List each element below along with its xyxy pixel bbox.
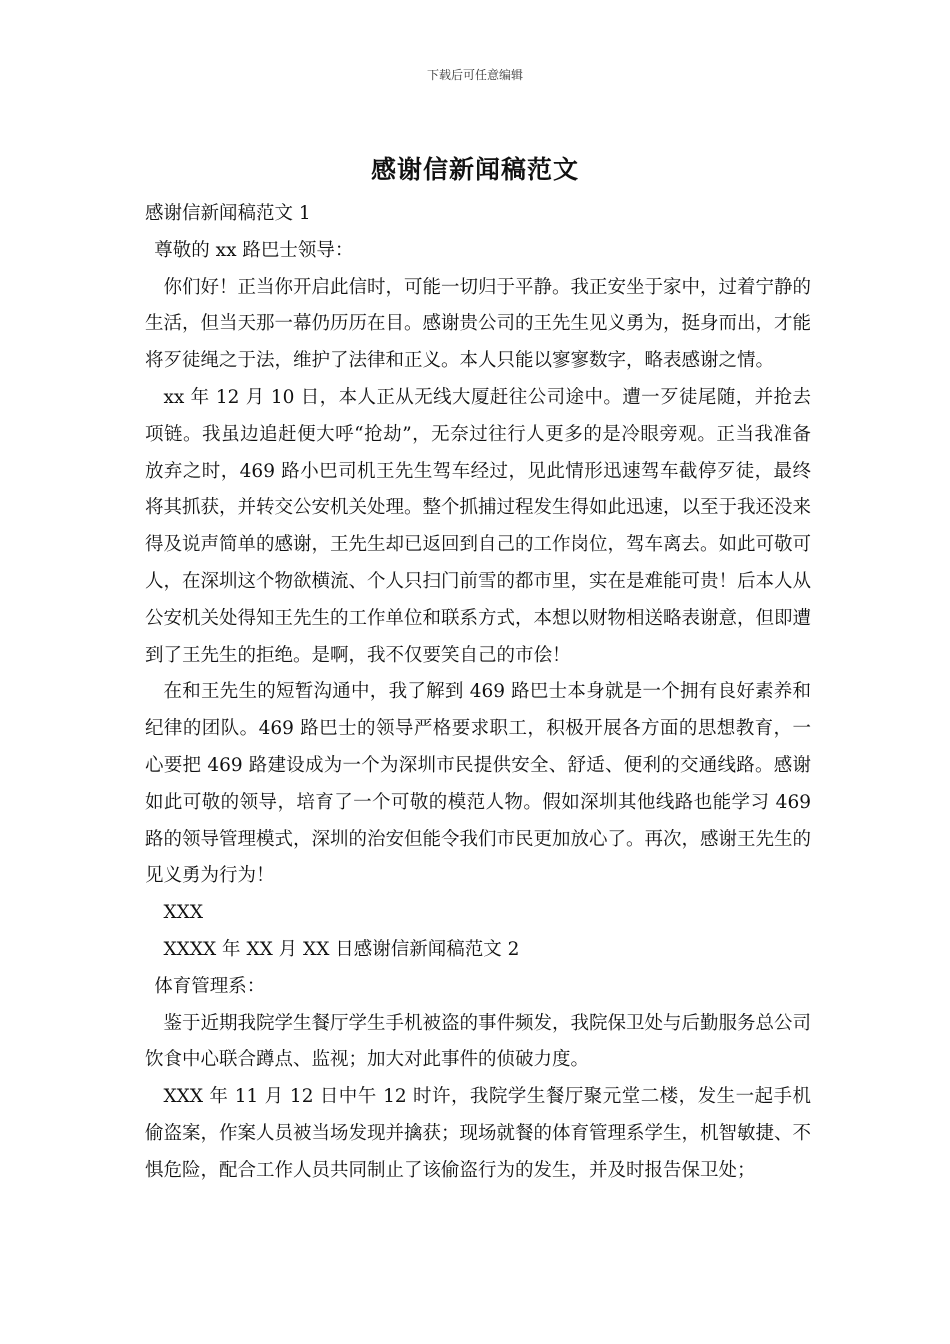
paragraph: 鉴于近期我院学生餐厅学生手机被盗的事件频发，我院保卫处与后勤服务总公司饮食中心联合蹲点、监视；加大对此事件的侦破力度。	[145, 1012, 812, 1071]
document-body	[145, 196, 811, 1190]
document-title: 感谢信新闻稿范文	[370, 155, 579, 184]
paragraph: XXX	[163, 902, 204, 924]
paragraph: 感谢信新闻稿范文 1	[145, 203, 311, 224]
paragraph: 在和王先生的短暂沟通中，我了解到 469 路巴士本身就是一个拥有良好素养和纪律的团队。469 路巴士的领导严格要求职工，积极开展各方面的思想教育，一心要把 469 路建设成为一个为深圳市民提供安全、舒适、便利的交通线路。感谢如此可敬的领导，培育了一个可敬的模范人物。假如深圳其他线路也能学习 469 路的领导管理模式，深圳的治安但能令我们市民更加放心了。再次，感谢王先生的见义勇为行为！	[145, 681, 812, 887]
paragraph: XXX 年 11 月 12 日中午 12 时许，我院学生餐厅聚元堂二楼，发生一起手机偷盗案，作案人员被当场发现并擒获；现场就餐的体育管理系学生，机智敏捷、不惧危险，配合工作人员共同制止了该偷盗行为的发生，并及时报告保卫处；	[145, 1086, 812, 1181]
header-note: 下载后可任意编辑	[426, 68, 523, 82]
paragraph: 尊敬的 xx 路巴士领导：	[154, 239, 354, 261]
paragraph: xx 年 12 月 10 日，本人正从无线大厦赶往公司途中。遭一歹徒尾随，并抢去项链。我虽边追赶便大呼“抢劫”，无奈过往行人更多的是冷眼旁观。正当我准备放弃之时，469 路小巴司机王先生驾车经过，见此情形迅速驾车截停歹徒，最终将其抓获，并转交公安机关处理。整个抓捕过程发生得如此迅速，以至于我还没来得及说声简单的感谢，王先生却已返回到自己的工作岗位，驾车离去。如此可敬可人，在深圳这个物欲横流、个人只扫门前雪的都市里，实在是难能可贵！后本人从公安机关处得知王先生的工作单位和联系方式，本想以财物相送略表谢意，但即遭到了王先生的拒绝。是啊，我不仅要笑自己的市侩！	[145, 386, 812, 666]
paragraph: XXXX 年 XX 月 XX 日感谢信新闻稿范文 2	[163, 938, 520, 960]
paragraph: 体育管理系：	[154, 975, 266, 997]
paragraph: 你们好！正当你开启此信时，可能一切归于平静。我正安坐于家中，过着宁静的生活，但当天那一幕仍历历在目。感谢贵公司的王先生见义勇为，挺身而出，才能将歹徒绳之于法，维护了法律和正义。本人只能以寥寥数字，略表感谢之情。	[145, 276, 812, 372]
